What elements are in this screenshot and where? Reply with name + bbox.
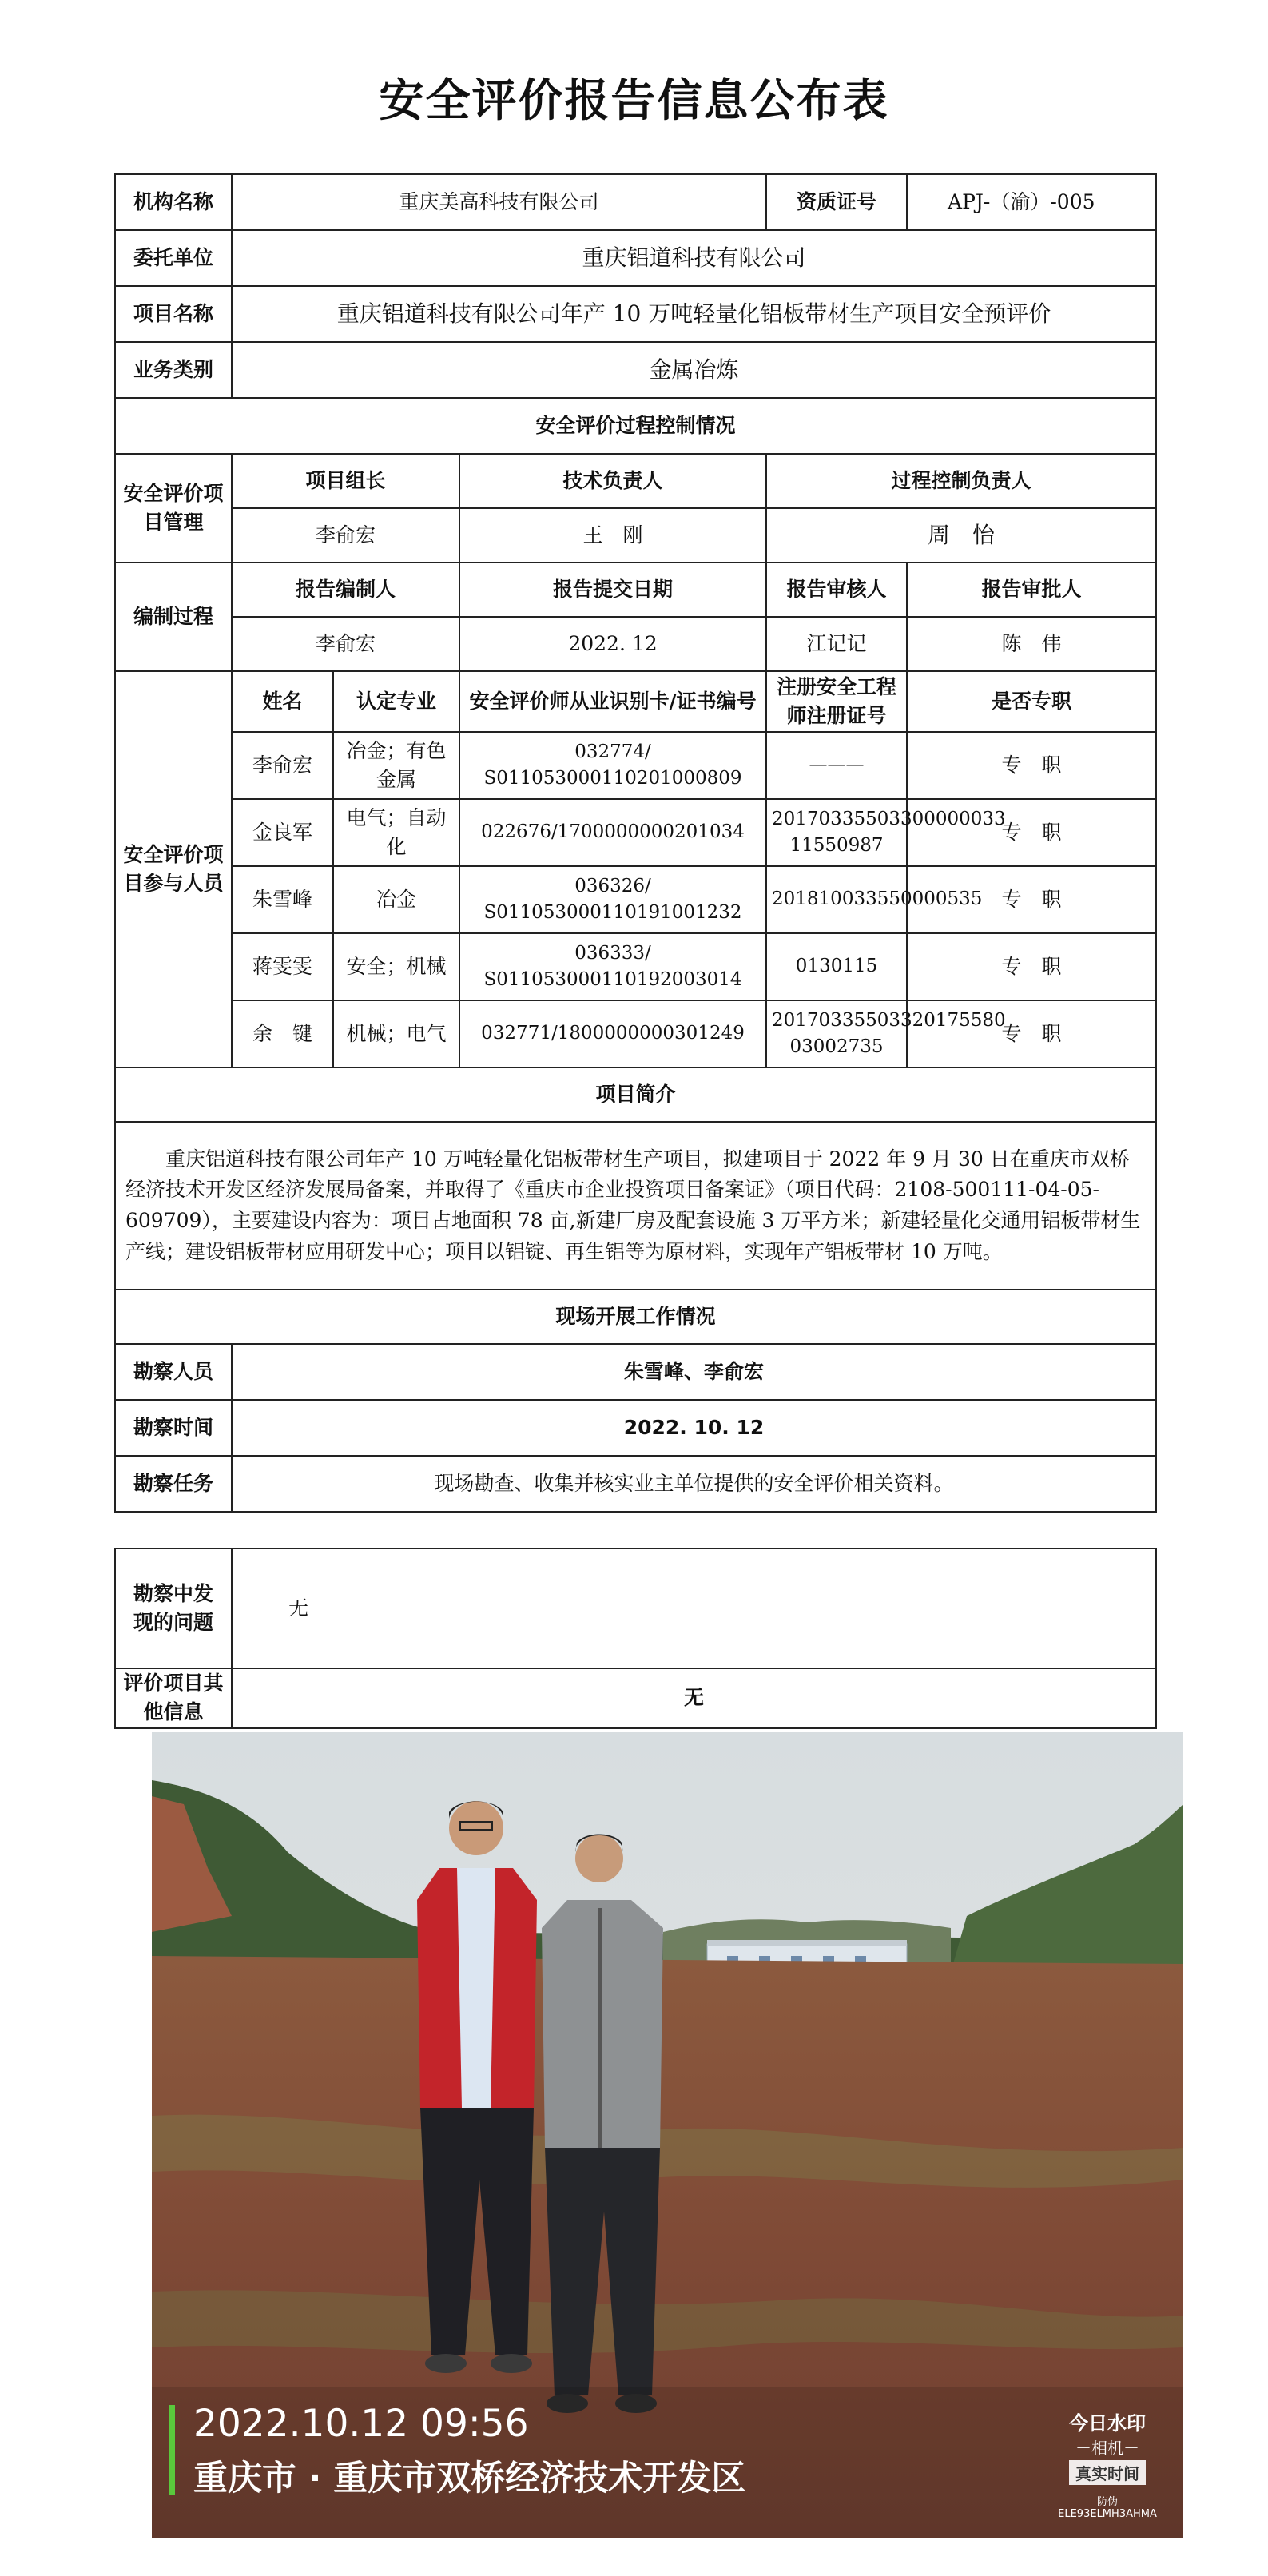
process-section-title: 安全评价过程控制情况 [115, 398, 1156, 454]
row-issues [115, 1548, 1156, 1668]
staff-name: 李俞宏 [232, 732, 333, 799]
survey-time-value: 2022. 10. 12 [232, 1400, 1156, 1456]
staff-label: 安全评价项目参与人员 [115, 671, 232, 1067]
project-label: 项目名称 [115, 286, 232, 342]
leader-label: 项目组长 [232, 454, 459, 508]
watermark-code: 防伪 ELE93ELMH3AHMA [1058, 2496, 1157, 2520]
photo-timestamp: 2022.10.12 09:56 [193, 2402, 529, 2446]
client-name: 重庆铝道科技有限公司 [232, 230, 1156, 286]
row-mgmt-head [115, 454, 1156, 508]
tech-value: 王 刚 [459, 508, 766, 563]
info-table [114, 173, 1157, 1513]
watermark [1047, 2407, 1167, 2520]
author-label: 报告编制人 [232, 563, 459, 617]
row-surveyors [115, 1344, 1156, 1400]
other-value: 无 [232, 1668, 1156, 1728]
table-row [115, 1000, 1156, 1067]
staff-major: 冶金；有色金属 [333, 732, 459, 799]
table-row [115, 933, 1156, 1000]
staff-reg: 0130115 [766, 933, 907, 1000]
staff-card: 036333/ S011053000110192003014 [459, 933, 766, 1000]
cert-label: 资质证号 [766, 174, 907, 230]
project-name: 重庆铝道科技有限公司年产 10 万吨轻量化铝板带材生产项目安全预评价 [232, 286, 1156, 342]
survey-task-label: 勘察任务 [115, 1456, 232, 1512]
row-client [115, 230, 1156, 286]
survey-task-value: 现场勘查、收集并核实业主单位提供的安全评价相关资料。 [232, 1456, 1156, 1512]
major-col-header: 认定专业 [333, 671, 459, 732]
ctrl-label: 过程控制负责人 [766, 454, 1156, 508]
approver-label: 报告审批人 [907, 563, 1156, 617]
intro-title: 项目简介 [115, 1067, 1156, 1122]
survey-time-label: 勘察时间 [115, 1400, 232, 1456]
staff-name: 朱雪峰 [232, 866, 333, 933]
org-name: 重庆美高科技有限公司 [232, 174, 766, 230]
staff-name: 余 键 [232, 1000, 333, 1067]
issues-value: 无 [232, 1548, 1156, 1668]
staff-major: 电气；自动化 [333, 799, 459, 866]
author-value: 李俞宏 [232, 617, 459, 671]
staff-card: 036326/ S011053000110191001232 [459, 866, 766, 933]
staff-name: 金良军 [232, 799, 333, 866]
site-title: 现场开展工作情况 [115, 1290, 1156, 1344]
date-value: 2022. 12 [459, 617, 766, 671]
staff-card: 032774/ S011053000110201000809 [459, 732, 766, 799]
reviewer-value: 江记记 [766, 617, 907, 671]
row-compile-head [115, 563, 1156, 617]
issues-table [114, 1548, 1157, 1729]
row-process-header [115, 398, 1156, 454]
staff-reg: 20170335503300000033 11550987 [766, 799, 907, 866]
reg-col-header: 注册安全工程师注册证号 [766, 671, 907, 732]
row-project [115, 286, 1156, 342]
table-row [115, 866, 1156, 933]
row-intro-head [115, 1067, 1156, 1122]
page-title: 安全评价报告信息公布表 [379, 75, 889, 127]
row-org [115, 174, 1156, 230]
row-survey-task [115, 1456, 1156, 1512]
row-mgmt-values [115, 508, 1156, 563]
staff-major: 机械；电气 [333, 1000, 459, 1067]
intro-paragraph: 重庆铝道科技有限公司年产 10 万吨轻量化铝板带材生产项目，拟建项目于 2022 年 9 月 30 日在重庆市双桥经济技术开发区经济发展局备案，并取得了《重庆市企业投资项目备案证》（项目代码：2108-500111-04-05-609709），主要建设内容为：项目占地面积 78 亩,新建厂房及配套设施 3 万平方米；新建轻量化交通用铝板带材生产线；建设铝板带材应用研发中心；项目以铝锭、再生铝等为原材料，实现年产铝板带材 10 万吨。 [125, 1147, 1141, 1263]
staff-fulltime: 专 职 [907, 732, 1156, 799]
date-label: 报告提交日期 [459, 563, 766, 617]
card-col-header: 安全评价师从业识别卡/证书编号 [459, 671, 766, 732]
name-col-header: 姓名 [232, 671, 333, 732]
staff-fulltime: 专 职 [907, 1000, 1156, 1067]
client-label: 委托单位 [115, 230, 232, 286]
row-survey-time [115, 1400, 1156, 1456]
leader-value: 李俞宏 [232, 508, 459, 563]
staff-fulltime: 专 职 [907, 866, 1156, 933]
photo-location: 重庆市 · 重庆市双桥经济技术开发区 [193, 2459, 746, 2498]
issues-label: 勘察中发现的问题 [115, 1548, 232, 1668]
table-row [115, 799, 1156, 866]
staff-reg: ——— [766, 732, 907, 799]
staff-major: 安全；机械 [333, 933, 459, 1000]
other-label: 评价项目其他信息 [115, 1668, 232, 1728]
watermark-camera: －相机－ [1075, 2439, 1139, 2458]
staff-reg: 201810033550000535 [766, 866, 907, 933]
cert-number: APJ-（渝）-005 [907, 174, 1156, 230]
staff-card: 032771/1800000000301249 [459, 1000, 766, 1067]
row-other [115, 1668, 1156, 1728]
staff-major: 冶金 [333, 866, 459, 933]
org-label: 机构名称 [115, 174, 232, 230]
category-value: 金属冶炼 [232, 342, 1156, 398]
row-category [115, 342, 1156, 398]
site-photo [152, 1732, 1183, 2538]
ctrl-value: 周 怡 [766, 508, 1156, 563]
staff-fulltime: 专 职 [907, 799, 1156, 866]
reviewer-label: 报告审核人 [766, 563, 907, 617]
intro-text [115, 1122, 1156, 1290]
watermark-real-time: 真实时间 [1069, 2460, 1146, 2485]
fulltime-col-header: 是否专职 [907, 671, 1156, 732]
tech-label: 技术负责人 [459, 454, 766, 508]
table-row [115, 732, 1156, 799]
staff-name: 蒋雯雯 [232, 933, 333, 1000]
approver-value: 陈 伟 [907, 617, 1156, 671]
row-intro-body [115, 1122, 1156, 1290]
timestamp-bar [169, 2405, 175, 2495]
row-staff-head [115, 671, 1156, 732]
category-label: 业务类别 [115, 342, 232, 398]
watermark-brand: 今日水印 [1069, 2412, 1146, 2435]
row-site-head [115, 1290, 1156, 1344]
mgmt-label: 安全评价项目管理 [115, 454, 232, 563]
row-compile-values [115, 617, 1156, 671]
staff-reg: 20170335503320175580 03002735 [766, 1000, 907, 1067]
staff-card: 022676/1700000000201034 [459, 799, 766, 866]
surveyors-label: 勘察人员 [115, 1344, 232, 1400]
surveyors-value: 朱雪峰、李俞宏 [232, 1344, 1156, 1400]
staff-fulltime: 专 职 [907, 933, 1156, 1000]
compile-label: 编制过程 [115, 563, 232, 671]
